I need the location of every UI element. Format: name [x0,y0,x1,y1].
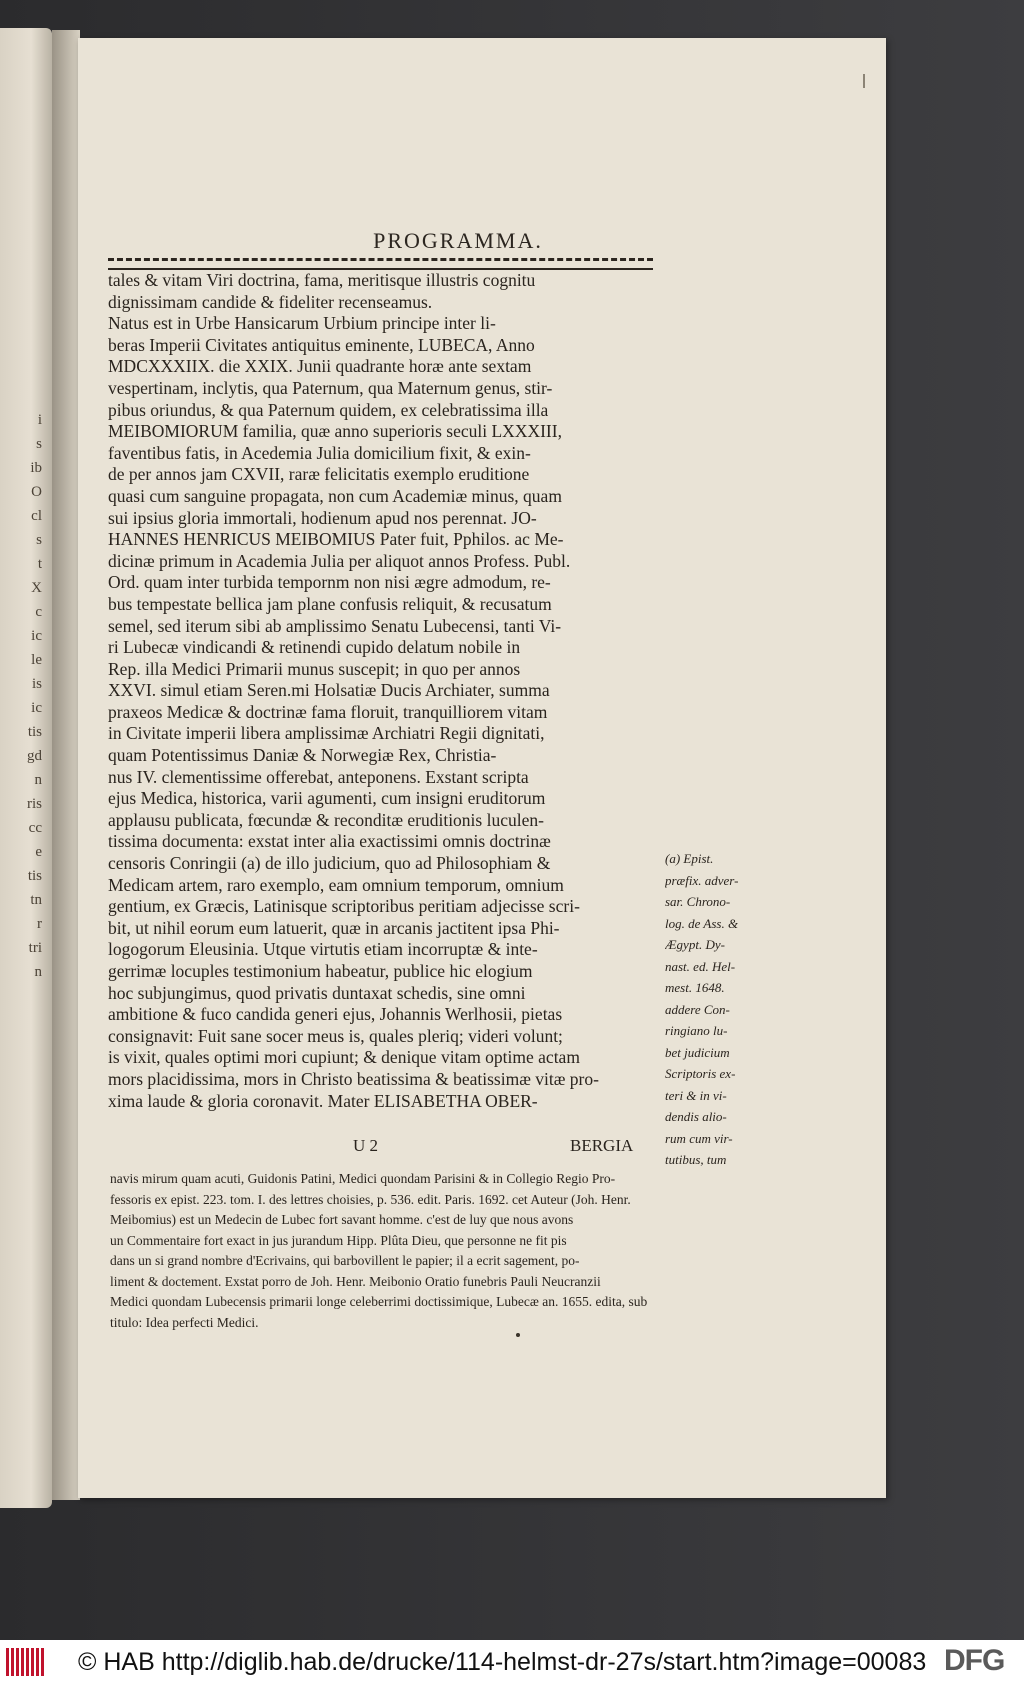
marginal-note-line: addere Con- [665,1001,730,1017]
text-line: tissima documenta: exstat inter alia exactissimi omnis doctrinæ [108,831,551,852]
text-line: ri Lubecæ vindicandi & retinendi cupido delatum nobile in [108,637,521,658]
marginal-note-line: ringiano lu- [665,1023,728,1038]
text-line: dignissimam candide & fideliter recenseamus. [108,291,433,312]
text-line: ambitione & fuco candida generi ejus, Johannis Werlhosii, pietas [108,1004,563,1025]
text-line: gerrimæ locuples testimonium habeatur, publice hic elogium [108,961,533,981]
text-line: MEIBOMIORUM familia, quæ anno superioris seculi LXXXIII, [108,421,562,442]
footnote-line: Meibomius) est un Medecin de Lubec fort savant homme. c'est de luy que nous avons [110,1212,574,1227]
text-line: tales & vitam Viri doctrina, fama, meritisque illustris cognitu [108,270,536,290]
left-page-fragment: is [31,676,42,692]
left-page-fragment: tis [27,724,42,740]
text-line: praxeos Medicæ & doctrinæ fama floruit, tranquilliorem vitam [108,701,548,722]
footnote-line: un Commentaire fort exact in jus jurandum Hipp. Plûta Dieu, que personne ne fit pis [110,1232,567,1248]
footnote-line: dans un si grand nombre d'Ecrivains, qui barbovillent le papier; il a ecrit sagement, po- [110,1253,580,1268]
left-page-fragment: tis [27,868,42,884]
left-page-fragment: s [36,436,42,452]
left-page-fragment: ic [31,700,42,716]
marginal-notes [665,848,755,1171]
text-line: nus IV. clementissime offerebat, anteponens. Exstant scripta [108,766,529,787]
text-line: sui ipsius gloria immortali, hodienum apud nos perennat. JO- [108,507,537,528]
text-line: Ord. quam inter turbida tempornm non nisi ægre admodum, re- [108,572,551,593]
marginal-note-line: Scriptoris ex- [665,1066,736,1081]
book-gutter [52,30,80,1500]
text-line: logogorum Eleusinia. Utque virtutis etiam incorruptæ & inte- [108,939,538,960]
text-line: beras Imperii Civitates antiquitus eminente, LUBECA, Anno [108,334,535,355]
left-page-fragment: c [35,604,42,620]
text-line: quasi cum sanguine propagata, non cum Academiæ minus, quam [108,485,562,506]
left-page-fragment: n [34,964,42,980]
header-rule [108,258,653,270]
text-line: HANNES HENRICUS MEIBOMIUS Pater fuit, Pphilos. ac Me- [108,529,564,550]
text-line: semel, sed iterum sibi ab amplissimo Senatu Lubecensi, tanti Vi- [108,615,562,636]
ink-dot [516,1333,520,1337]
page-title: PROGRAMMA. [373,228,543,253]
text-line: xima laude & gloria coronavit. Mater ELISABETHA OBER- [108,1090,538,1111]
marginal-note-line: log. de Ass. & [665,915,739,931]
page-mark [863,74,865,88]
sheet-signature: U 2 [353,1136,379,1155]
text-line: quam Potentissimus Daniæ & Norwegiæ Rex, Christia- [108,745,497,766]
text-line: bus tempestate bellica jam plane confusis reliquit, & recusatum [108,593,552,614]
text-line: XXVI. simul etiam Seren.mi Holsatiæ Ducis Archiater, summa [108,680,550,701]
left-page-fragment: t [37,556,42,572]
text-line: dicinæ primum in Academia Julia per aliquot annos Profess. Publ. [108,550,571,571]
text-line: mors placidissima, mors in Christo beatissima & beatissimæ vitæ pro- [108,1068,599,1089]
marginal-note-line: sar. Chrono- [665,894,731,909]
marginal-note-line: tutibus, tum [665,1152,727,1167]
left-page-fragment: X [31,580,42,596]
left-page-fragment: gd [27,748,42,764]
left-page-fragment: cc [28,820,42,836]
text-line: censoris Conringii (a) de illo judicium, quo ad Philosophiam & [108,853,551,874]
text-line: pibus oriundus, & qua Paternum quidem, ex celebratissima illa [108,399,549,420]
document-page [78,38,886,1498]
left-page-fragment: r [37,916,42,932]
left-page-fragment: cl [31,508,42,524]
text-line: hoc subjungimus, quod privatis duntaxat schedis, sine omni [108,982,526,1003]
catchword: BERGIA [570,1136,634,1155]
left-page-fragment: ic [31,628,42,644]
footnote-line: fessoris ex epist. 223. tom. I. des lettres choisies, p. 536. edit. Paris. 1692. cet Auteur (Joh. Henr. [110,1191,631,1207]
footnote-line: navis mirum quam acuti, Guidonis Patini, Medici quondam Parisini & in Collegio Regio Pro- [110,1171,616,1186]
marginal-note-line: rum cum vir- [665,1130,733,1146]
marginal-note-line: teri & in vi- [665,1087,727,1103]
marginal-note-line: dendis alio- [665,1109,727,1124]
text-line: Natus est in Urbe Hansicarum Urbium principe inter li- [108,313,496,334]
text-line: ejus Medica, historica, varii agumenti, cum insigni eruditorum [108,788,546,809]
footer-bar [0,1640,1024,1683]
text-line: is vixit, quales optimi mori cupiunt; & denique vitam optime actam [108,1047,580,1068]
text-line: consignavit: Fuit sane socer meus is, quales pleriq; videri volunt; [108,1025,563,1046]
marginal-note-line: Ægypt. Dy- [665,937,725,952]
left-page-fragment: tn [30,892,42,908]
text-line: bit, ut nihil eorum eum latuerit, quæ in arcanis jactitent ipsa Phi- [108,917,560,938]
text-line: Medicam artem, raro exemplo, eam omnium temporum, omnium [108,874,564,895]
text-line: applausu publicata, fœcundæ & reconditæ eruditionis luculen- [108,809,544,830]
left-page-fragment: tri [28,940,42,956]
barcode-icon [6,1648,46,1676]
text-line: MDCXXXIIX. die XXIX. Junii quadrante horæ ante sextam [108,356,532,377]
copyright-link[interactable]: © HAB http://diglib.hab.de/drucke/114-helmst-dr-27s/start.htm?image=00083 [78,1648,927,1676]
marginal-note-line: præfix. adver- [665,872,739,888]
footnote-line: liment & doctement. Exstat porro de Joh. Henr. Meibonio Oratio funebris Pauli Neucranzii [110,1273,601,1289]
left-page-fragment: ib [30,460,42,476]
text-line: vespertinam, inclytis, qua Paternum, qua Maternum genus, stir- [108,377,553,398]
text-line: faventibus fatis, in Acedemia Julia domicilium fixit, & exin- [108,442,531,463]
text-line: Rep. illa Medici Primarii munus suscepit; in quo per annos [108,658,521,679]
footnote-line: Medici quondam Lubecensis primarii longe celeberrimi doctissimique, Lubecæ an. 1655. edita, sub [110,1294,648,1309]
marginal-note-line: nast. ed. Hel- [665,958,736,974]
marginal-note-line: bet judicium [665,1044,730,1060]
footnote-text [110,1169,755,1333]
footnote-line: titulo: Idea perfecti Medici. [110,1314,259,1330]
marginal-note-line: (a) Epist. [665,851,714,866]
marginal-note-line: mest. 1648. [665,980,725,995]
left-page-fragment: O [31,484,42,500]
body-text [108,270,658,1112]
left-page-fragment: ris [27,796,42,812]
dfg-logo: DFG [944,1644,1005,1677]
text-line: gentium, ex Græcis, Latinisque scriptoribus peritiam adjecisse scri- [108,896,580,917]
text-line: de per annos jam CXVII, raræ felicitatis exemplo eruditione [108,464,530,485]
left-page-edge [0,28,52,1508]
left-page-fragment: e [35,844,42,860]
left-page-fragment: n [34,772,42,788]
left-page-fragment: s [36,532,42,548]
text-line: in Civitate imperii libera amplissimæ Archiatri Regii dignitati, [108,723,545,744]
left-page-fragment: i [37,412,42,428]
left-page-fragment: le [31,652,42,668]
